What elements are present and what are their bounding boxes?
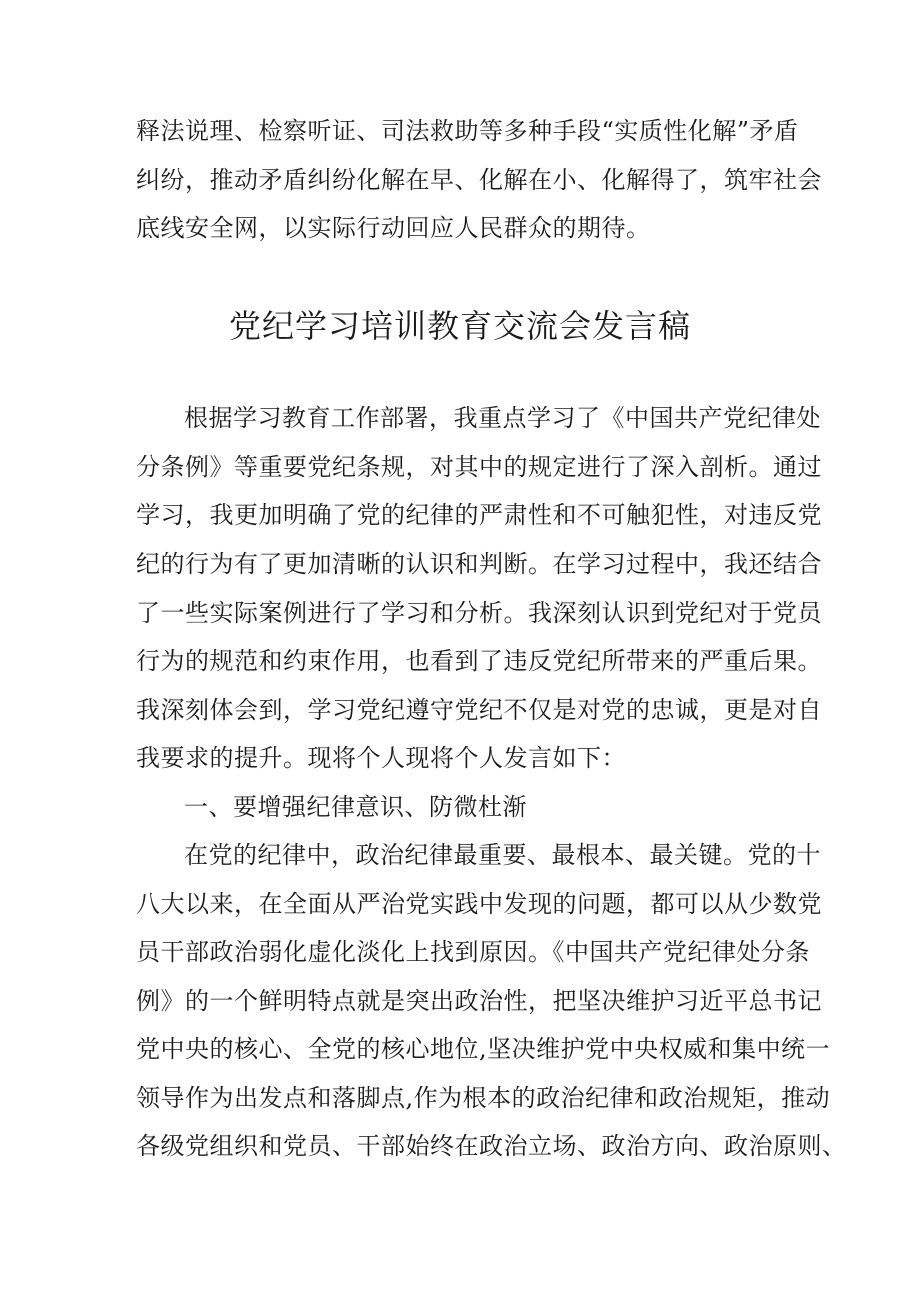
paragraph-line: 学习，我更加明确了党的纪律的严肃性和不可触犯性，对违反党	[136, 501, 822, 529]
paragraph-line: 释法说理、检察听证、司法救助等多种手段“实质性化解”矛盾	[136, 117, 799, 145]
paragraph-line: 各级党组织和党员、干部始终在政治立场、政治方向、政治原则、	[136, 1132, 847, 1160]
section-heading: 一、要增强纪律意识、防微杜渐	[184, 793, 527, 821]
paragraph-line: 员干部政治弱化虚化淡化上找到原因。《中国共产党纪律处分条	[136, 938, 810, 966]
paragraph-line: 我要求的提升。现将个人现将个人发言如下：	[136, 744, 626, 772]
paragraph-line: 根据学习教育工作部署，我重点学习了《中国共产党纪律处	[184, 404, 821, 432]
paragraph-line: 例》的一个鲜明特点就是突出政治性，把坚决维护习近平总书记	[136, 987, 822, 1015]
paragraph-line: 党中央的核心、全党的核心地位,坚决维护党中央权威和集中统一	[136, 1035, 831, 1063]
paragraph-line: 纪的行为有了更加清晰的认识和判断。在学习过程中，我还结合	[136, 550, 822, 578]
paragraph-line: 行为的规范和约束作用，也看到了违反党纪所带来的严重后果。	[136, 647, 822, 675]
paragraph-line: 分条例》等重要党纪条规，对其中的规定进行了深入剖析。通过	[136, 453, 822, 481]
paragraph-line: 底线安全网，以实际行动回应人民群众的期待。	[136, 214, 651, 242]
paragraph-line: 在党的纪律中，政治纪律最重要、最根本、最关键。党的十	[184, 841, 821, 869]
paragraph-line: 八大以来，在全面从严治党实践中发现的问题，都可以从少数党	[136, 890, 822, 918]
paragraph-line: 我深刻体会到，学习党纪遵守党纪不仅是对党的忠诚，更是对自	[136, 696, 822, 724]
document-title: 党纪学习培训教育交流会发言稿	[228, 307, 691, 345]
paragraph-line: 了一些实际案例进行了学习和分析。我深刻认识到党纪对于党员	[136, 599, 822, 627]
paragraph-line: 纠纷，推动矛盾纠纷化解在早、化解在小、化解得了，筑牢社会	[136, 166, 822, 194]
paragraph-line: 领导作为出发点和落脚点,作为根本的政治纪律和政治规矩，推动	[136, 1084, 831, 1112]
